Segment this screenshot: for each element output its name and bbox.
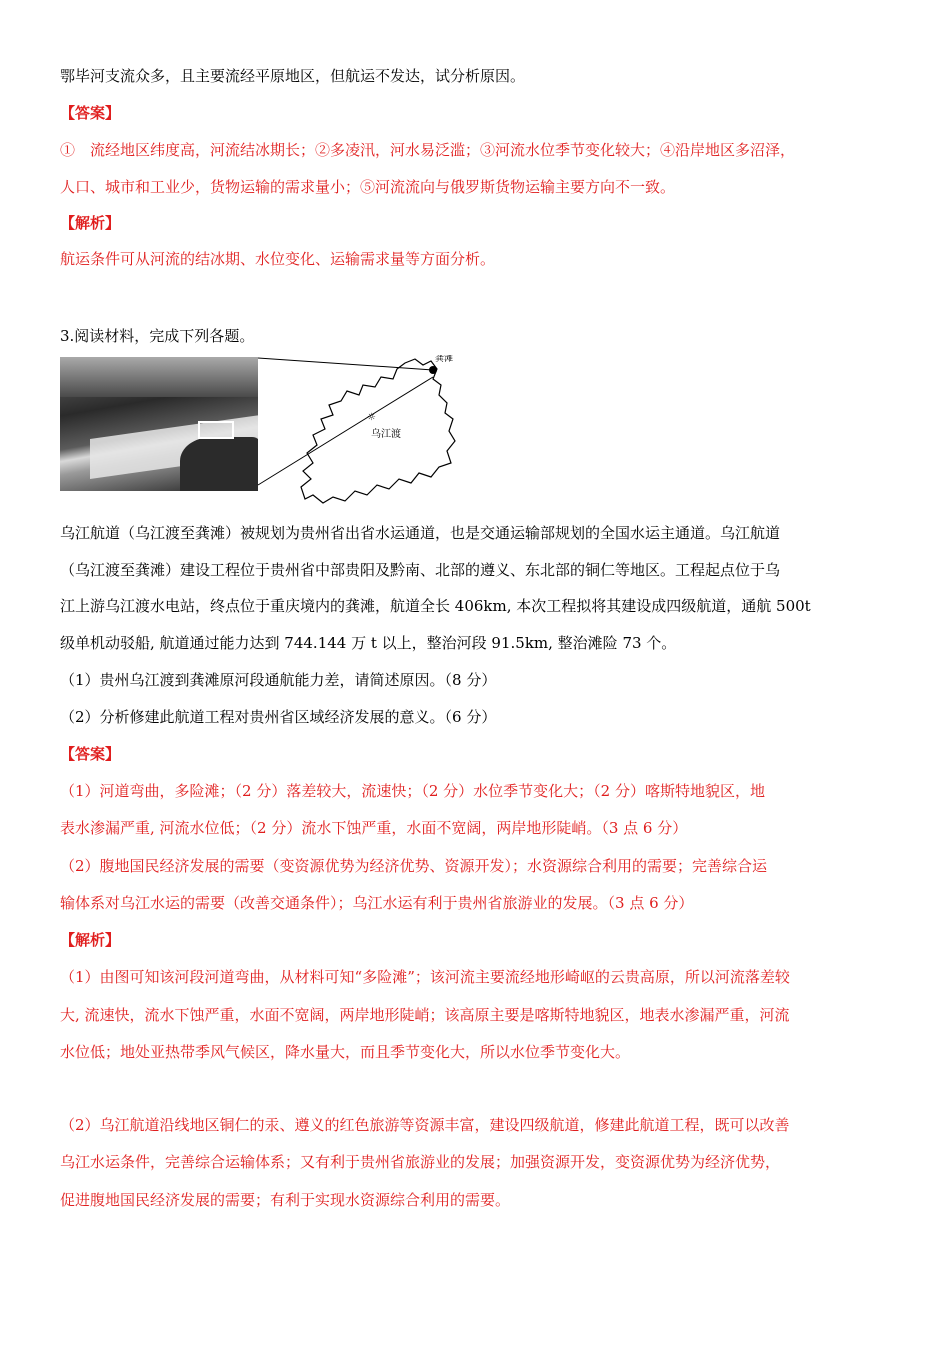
pointer-line-top <box>258 358 433 370</box>
text-line: 促进腹地国民经济发展的需要；有利于实现水资源综合利用的需要。 <box>60 1191 511 1209</box>
text-line: 级单机动驳船, 航道通过能力达到 744.144 万 t 以上，整治河段 91.5km, 整治滩险 73 个。 <box>60 634 677 652</box>
text-line: 表水渗漏严重, 河流水位低；（2 分）流水下蚀严重，水面不宽阔，两岸地形陡峭。（3 点 6 分） <box>60 819 688 837</box>
text-line: 水位低；地处亚热带季风气候区，降水量大，而且季节变化大，所以水位季节变化大。 <box>60 1043 631 1061</box>
gongtan-marker <box>429 366 437 374</box>
text-line: ① 流经地区纬度高，河流结冰期长；②多凌汛，河水易泛滥；③河流水位季节变化较大；④沿岸地区多沼泽， <box>60 141 796 159</box>
figure-photo-and-map <box>60 355 480 505</box>
text-line: （2）腹地国民经济发展的需要（变资源优势为经济优势、资源开发）；水资源综合利用的需要；完善综合运 <box>60 857 768 875</box>
gongtan-label: 龚滩 <box>435 355 454 364</box>
river-gorge-photo <box>60 357 258 491</box>
text-line: 人口、城市和工业少，货物运输的需求量小；⑤河流流向与俄罗斯货物运输主要方向不一致。 <box>60 178 676 196</box>
guizhou-map <box>255 355 485 507</box>
question-title: 3.阅读材料，完成下列各题。 <box>60 327 255 345</box>
text-line: （2）乌江航道沿线地区铜仁的汞、遵义的红色旅游等资源丰富，建设四级航道，修建此航道工程，既可以改善 <box>60 1116 790 1134</box>
analysis-heading: 【解析】 <box>60 931 121 949</box>
analysis-heading: 【解析】 <box>60 214 121 232</box>
text-line: 江上游乌江渡水电站，终点位于重庆境内的龚滩，航道全长 406km, 本次工程拟将其建设成四级航道，通航 500t <box>60 597 811 615</box>
sub-question-1: （1）贵州乌江渡到龚滩原河段通航能力差，请简述原因。（8 分） <box>60 671 497 689</box>
text-line: 乌江水运条件，完善综合运输体系；又有利于贵州省旅游业的发展；加强资源开发，变资源优势为经济优势， <box>60 1153 781 1171</box>
text-line: 输体系对乌江水运的需要（改善交通条件）；乌江水运有利于贵州省旅游业的发展。（3 点 6 分） <box>60 894 694 912</box>
wujiangdu-label: 乌江渡 <box>371 429 401 440</box>
sub-question-2: （2）分析修建此航道工程对贵州省区域经济发展的意义。（6 分） <box>60 708 497 726</box>
answer-heading: 【答案】 <box>60 745 121 763</box>
text-line: （1）由图可知该河段河道弯曲，从材料可知“多险滩”；该河流主要流经地形崎岖的云贵高原，所以河流落差较 <box>60 968 790 986</box>
answer-heading: 【答案】 <box>60 104 121 122</box>
text-line: （1）河道弯曲，多险滩；（2 分）落差较大，流速快；（2 分）水位季节变化大；（2 分）喀斯特地貌区，地 <box>60 782 765 800</box>
text-line: 鄂毕河支流众多，且主要流经平原地区，但航运不发达，试分析原因。 <box>60 67 526 85</box>
star-icon: ☼ <box>367 412 376 423</box>
text-line: 乌江航道（乌江渡至龚滩）被规划为贵州省出省水运通道，也是交通运输部规划的全国水运主通道。乌江航道 <box>60 524 781 542</box>
text-line: 航运条件可从河流的结冰期、水位变化、运输需求量等方面分析。 <box>60 250 496 268</box>
text-line: （乌江渡至龚滩）建设工程位于贵州省中部贵阳及黔南、北部的遵义、东北部的铜仁等地区。工程起点位于乌 <box>60 561 781 579</box>
text-line: 大, 流速快，流水下蚀严重，水面不宽阔，两岸地形陡峭；该高原主要是喀斯特地貌区，地表水渗漏严重，河流 <box>60 1006 790 1024</box>
